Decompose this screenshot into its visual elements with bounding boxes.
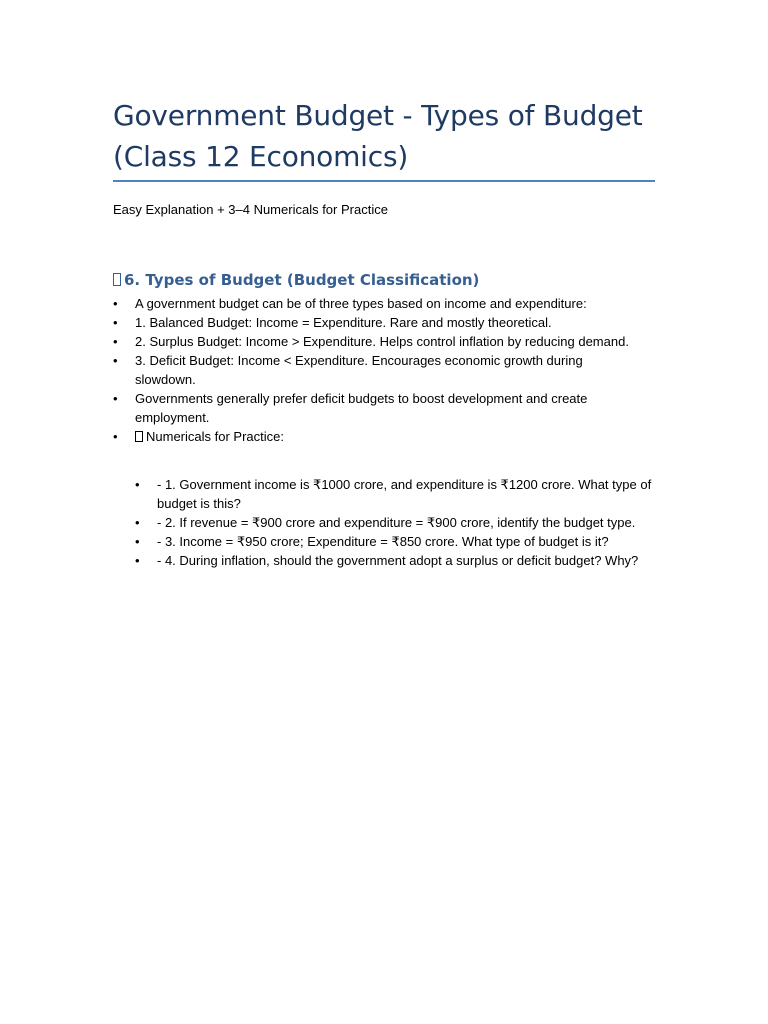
bullet-icon: • bbox=[113, 391, 118, 406]
list-item bbox=[113, 332, 633, 351]
numerical-item bbox=[135, 532, 655, 551]
numerical-text: - 3. Income = ₹950 crore; Expenditure = ₹850 crore. What type of budget is it? bbox=[157, 534, 609, 549]
numerical-item bbox=[135, 551, 655, 570]
bullet-icon: • bbox=[113, 334, 118, 349]
numerical-text: - 4. During inflation, should the government adopt a surplus or deficit budget? Why? bbox=[157, 553, 639, 568]
document-subtitle: Easy Explanation + 3–4 Numericals for Practice bbox=[113, 202, 388, 217]
bullet-icon: • bbox=[113, 429, 118, 444]
numerical-item bbox=[135, 475, 655, 513]
title-underline bbox=[113, 180, 655, 182]
numerical-text: - 2. If revenue = ₹900 crore and expenditure = ₹900 crore, identify the budget type. bbox=[157, 515, 636, 530]
bullet-icon: • bbox=[113, 296, 118, 311]
section-heading bbox=[113, 269, 479, 291]
missing-glyph-icon bbox=[113, 273, 121, 286]
bullet-icon: • bbox=[135, 553, 140, 568]
section-heading-text: 6. Types of Budget (Budget Classification) bbox=[124, 271, 480, 289]
bullet-icon: • bbox=[113, 353, 118, 368]
list-item bbox=[113, 389, 633, 427]
list-item-text: 1. Balanced Budget: Income = Expenditure. Rare and mostly theoretical. bbox=[135, 315, 552, 330]
list-item-text: 3. Deficit Budget: Income < Expenditure. Encourages economic growth during slowdown. bbox=[135, 353, 583, 387]
bullet-icon: • bbox=[135, 534, 140, 549]
list-item bbox=[113, 427, 633, 446]
list-item-text: 2. Surplus Budget: Income > Expenditure. Helps control inflation by reducing demand. bbox=[135, 334, 629, 349]
numerical-text: - 1. Government income is ₹1000 crore, and expenditure is ₹1200 crore. What type of budget is this? bbox=[157, 477, 652, 511]
list-item-text: Numericals for Practice: bbox=[146, 429, 284, 444]
list-item bbox=[113, 294, 633, 313]
list-item bbox=[113, 351, 633, 389]
bullet-icon: • bbox=[113, 315, 118, 330]
document-title: Government Budget - Types of Budget (Class 12 Economics) bbox=[113, 99, 643, 173]
missing-glyph-icon bbox=[135, 431, 143, 442]
bullet-icon: • bbox=[135, 515, 140, 530]
list-item-text: Governments generally prefer deficit budgets to boost development and create employment. bbox=[135, 391, 588, 425]
numerical-item bbox=[135, 513, 655, 532]
types-of-budget-list bbox=[113, 294, 633, 446]
list-item-text: A government budget can be of three types based on income and expenditure: bbox=[135, 296, 587, 311]
list-item bbox=[113, 313, 633, 332]
numericals-list bbox=[135, 475, 655, 570]
bullet-icon: • bbox=[135, 477, 140, 492]
